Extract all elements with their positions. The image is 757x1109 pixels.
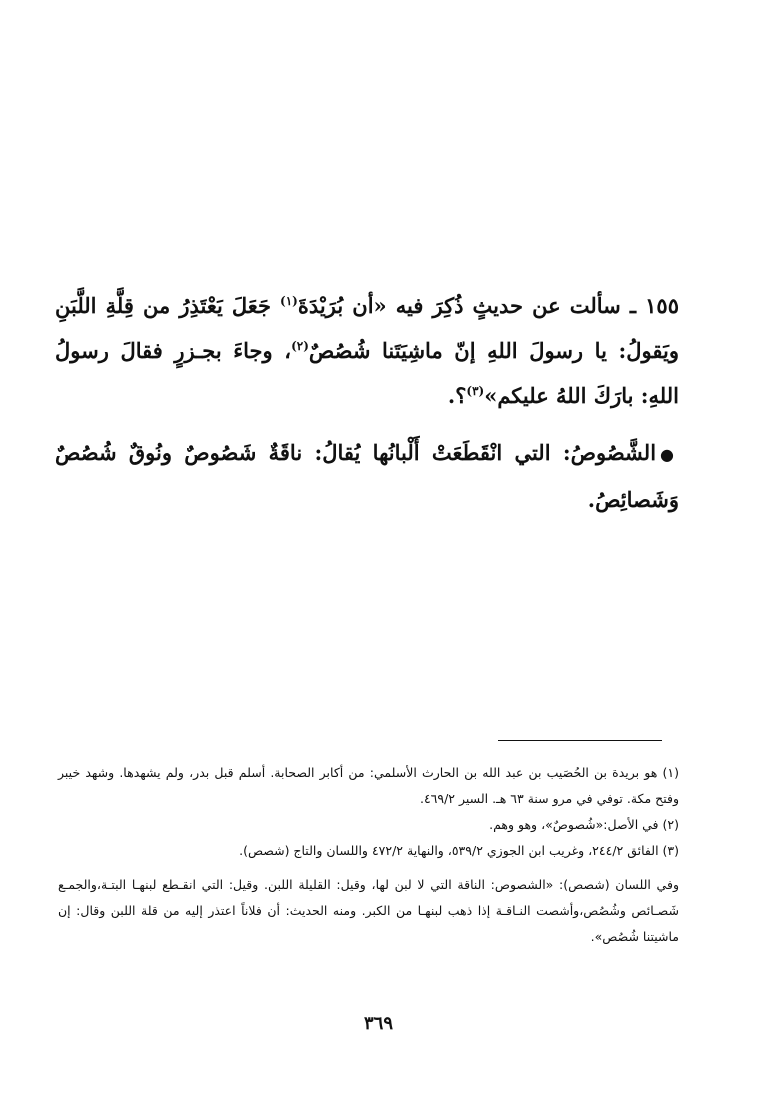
footnotes xyxy=(58,760,679,950)
main-entry xyxy=(55,283,679,522)
footnote-ref-2: (٢) xyxy=(291,339,309,353)
footnote-2: (٢) في الأصل:«شُصوصٌ»، وهو وهم. xyxy=(489,817,679,832)
footnote-divider xyxy=(498,740,662,741)
entry-text-1: ١٥٥ ـ سألت عن حديثٍ ذُكِرَ فيه «أن بُرَيْدَةَ xyxy=(297,293,679,318)
page-number: ٣٦٩ xyxy=(363,1013,393,1034)
footnote-3: (٣) الفائق ٢٤٤/٢، وغريب ابن الجوزي ٥٣٩/٢، والنهاية ٤٧٢/٢ واللسان والتاج (شصص). xyxy=(239,843,679,858)
footnote-ref-3: (٣) xyxy=(466,384,485,398)
entry-text-3: ، وجاءَ بجـزرٍ فقالَ رسولُ اللهِ: بارَكَ اللهُ عليكم» xyxy=(55,338,679,408)
gloss-paragraph xyxy=(55,430,679,522)
gloss-text: الشَّصُوصُ: التي انْقَطَعَتْ أَلْبانُها يُقالُ: ناقَةٌ شَصُوصٌ ونُوقٌ شُصُصٌ وَشَصائِصُ. xyxy=(55,440,679,512)
footnote-3-continuation: وفي اللسان (شصص): «الشصوص: الناقة التي لا لبن لها، وقيل: القليلة اللبن. وقيل: التي انقـطع لبنهـا البتـة،والجمـع شَصـائص وشُصُص،وأشصت النـاقـة إذا ذهب لبنهـا من الكبر. ومنه الحديث: أن فلاناً اعتذر إليه من قلة اللبن وقال: إن ماشيتنا شُصُص». xyxy=(58,877,679,944)
bullet-icon: ● xyxy=(660,445,679,464)
footnote-1: (١) هو بريدة بن الحُصَيب بن عبد الله بن الحارث الأسلمي: من أكابر الصحابة. أسلم قبل بدر، ولم يشهدها. وشهد خيبر وفتح مكة. توفي في مرو سنة ٦٣ هـ. السير ٤٦٩/٢. xyxy=(58,765,679,806)
entry-text-2: جَعَلَ يَعْتَذِرُ من قِلَّةِ اللَّبَنِ ويَقولُ: يا رسولَ اللهِ إنّ ماشِيَتَنا شُصُصٌ xyxy=(55,293,679,363)
footnote-ref-1: (١) xyxy=(280,294,298,308)
entry-paragraph xyxy=(55,283,679,418)
entry-text-4: ؟. xyxy=(447,383,467,408)
